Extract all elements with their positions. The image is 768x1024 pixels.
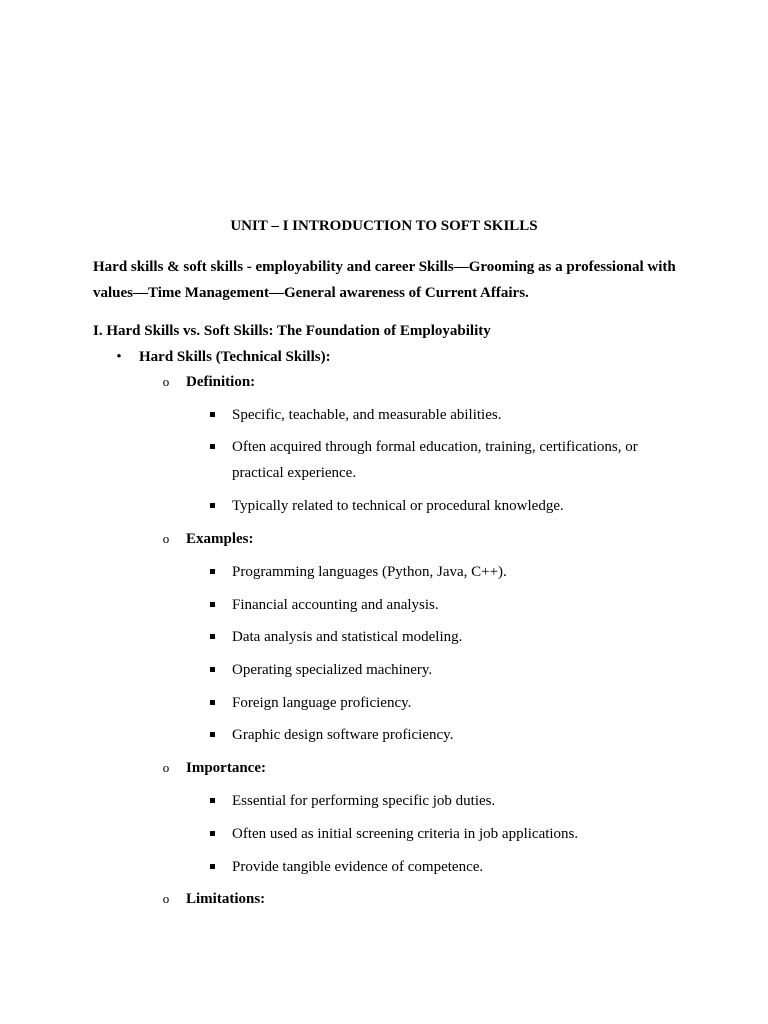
example-item: Foreign language proficiency.: [232, 695, 412, 711]
definition-item: Often acquired through formal education, training, certifications, or practical experience.: [232, 439, 638, 481]
circle-bullet-icon: o: [162, 760, 170, 775]
example-item: Operating specialized machinery.: [232, 662, 433, 678]
definition-item: Specific, teachable, and measurable abilities.: [232, 407, 502, 423]
hard-skills-label: Hard Skills (Technical Skills):: [139, 349, 331, 365]
square-bullet-icon: [206, 791, 218, 811]
circle-bullet-icon: o: [162, 374, 170, 389]
square-bullet-icon: [206, 693, 218, 713]
square-bullet-icon: [206, 857, 218, 877]
square-bullet-icon: [206, 405, 218, 425]
square-bullet-icon: [206, 496, 218, 516]
square-bullet-icon: [206, 660, 218, 680]
example-item: Graphic design software proficiency.: [232, 727, 454, 743]
limitations-label: Limitations:: [186, 891, 266, 907]
importance-label: Importance:: [186, 760, 266, 776]
square-bullet-icon: [206, 437, 218, 457]
section-heading: I. Hard Skills vs. Soft Skills: The Foundation of Employability: [93, 323, 491, 339]
bullet-icon: •: [116, 349, 122, 365]
example-item: Programming languages (Python, Java, C++).: [232, 564, 507, 580]
importance-item: Essential for performing specific job duties.: [232, 793, 496, 809]
example-item: Data analysis and statistical modeling.: [232, 629, 463, 645]
example-item: Financial accounting and analysis.: [232, 597, 439, 613]
square-bullet-icon: [206, 824, 218, 844]
unit-title: UNIT – I INTRODUCTION TO SOFT SKILLS: [230, 218, 538, 234]
circle-bullet-icon: o: [162, 531, 170, 546]
circle-bullet-icon: o: [162, 891, 170, 906]
square-bullet-icon: [206, 595, 218, 615]
definition-label: Definition:: [186, 374, 256, 390]
importance-item: Often used as initial screening criteria in job applications.: [232, 826, 579, 842]
syllabus-summary: Hard skills & soft skills - employability and career Skills—Grooming as a professional with values—Time Management—General awareness of Current Affairs.: [93, 259, 676, 301]
square-bullet-icon: [206, 627, 218, 647]
definition-item: Typically related to technical or procedural knowledge.: [232, 498, 564, 514]
importance-item: Provide tangible evidence of competence.: [232, 859, 484, 875]
square-bullet-icon: [206, 562, 218, 582]
examples-label: Examples:: [186, 531, 254, 547]
square-bullet-icon: [206, 725, 218, 745]
